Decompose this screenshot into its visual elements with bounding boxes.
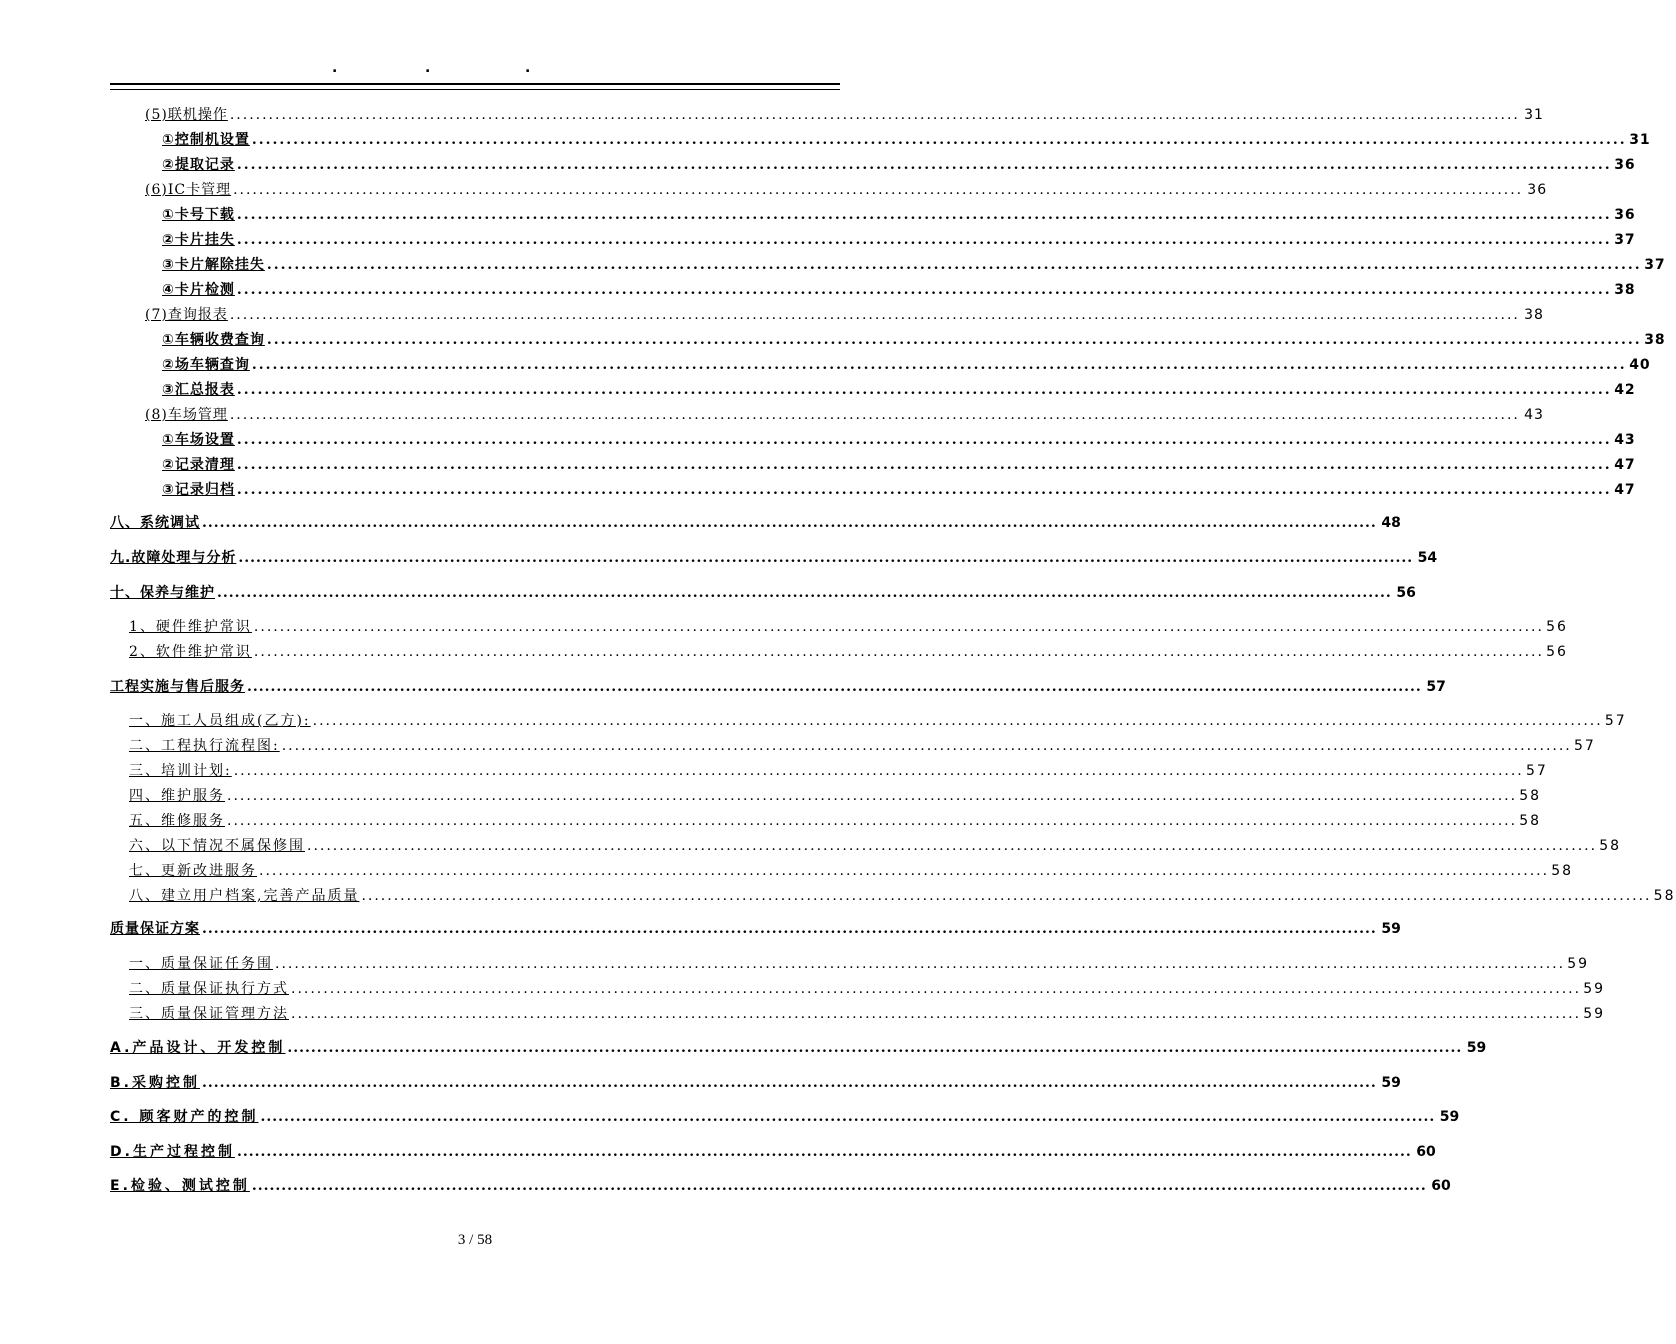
toc-dot-leader: ........................................................................................................................................................................................................ (238, 550, 1414, 566)
toc-dot-leader: ........................................................................................................................................................................................................ (229, 307, 1520, 323)
toc-entry[interactable] (110, 279, 1636, 299)
toc-entry-page: 59 (1381, 921, 1401, 937)
toc-entry-title[interactable]: 十、保养与维护 (110, 585, 215, 601)
toc-entry-title[interactable]: D.生产过程控制 (110, 1144, 235, 1160)
header-mark: . (525, 60, 531, 76)
toc-entry[interactable] (110, 835, 1622, 855)
toc-entry[interactable] (110, 810, 1542, 830)
toc-entry-page: 59 (1583, 981, 1606, 997)
toc-dot-leader: ........................................................................................................................................................................................................ (227, 788, 1518, 804)
toc-entry[interactable] (110, 104, 1544, 124)
toc-dot-leader: ........................................................................................................................................................................................................ (236, 232, 1612, 248)
toc-dot-leader: ........................................................................................................................................................................................................ (202, 515, 1377, 531)
toc-entry-title[interactable]: 八、建立用户档案,完善产品质量 (129, 888, 360, 904)
toc-dot-leader: ........................................................................................................................................................................................................ (217, 585, 1392, 601)
header-rule-thick (110, 83, 840, 85)
toc-entry-page: 38 (1614, 282, 1636, 298)
page-number: 3 / 58 (457, 1232, 493, 1248)
toc-dot-leader: ........................................................................................................................................................................................................ (287, 1040, 1463, 1056)
toc-entry[interactable] (110, 1037, 1487, 1057)
toc-entry-page: 40 (1629, 357, 1651, 373)
toc-entry-page: 56 (1396, 585, 1416, 601)
toc-entry-page: 54 (1417, 550, 1438, 566)
toc-entry-title[interactable]: 一、质量保证任务围 (129, 956, 273, 972)
header-mark: . (425, 60, 431, 76)
toc-entry-title[interactable]: ③记录归档 (162, 482, 235, 498)
toc-entry-title[interactable]: 九.故障处理与分析 (110, 550, 237, 566)
toc-entry-title[interactable]: ①车场设置 (162, 432, 235, 448)
toc-entry-page: 42 (1614, 382, 1636, 398)
toc-entry[interactable] (110, 978, 1606, 998)
toc-entry-page: 59 (1466, 1040, 1487, 1056)
toc-entry-page: 36 (1527, 182, 1548, 198)
toc-entry-page: 58 (1519, 813, 1542, 829)
toc-entry-page: 57 (1573, 738, 1596, 754)
toc-entry-page: 60 (1416, 1144, 1436, 1160)
toc-dot-leader: ........................................................................................................................................................................................................ (229, 407, 1520, 423)
toc-entry[interactable] (110, 204, 1636, 224)
toc-dot-leader: ........................................................................................................................................................................................................ (233, 763, 1524, 779)
toc-dot-leader: ........................................................................................................................................................................................................ (236, 282, 1612, 298)
toc-entry-page: 58 (1551, 863, 1574, 879)
toc-entry[interactable] (110, 760, 1548, 780)
toc-entry-page: 59 (1567, 956, 1590, 972)
toc-entry[interactable] (110, 329, 1666, 349)
toc-entry-page: 58 (1599, 838, 1622, 854)
toc-entry-title[interactable]: 2、软件维护常识 (129, 644, 252, 660)
toc-entry-page: 31 (1629, 132, 1651, 148)
toc-entry[interactable] (110, 304, 1544, 324)
toc-entry-page: 47 (1614, 457, 1636, 473)
toc-dot-leader: ........................................................................................................................................................................................................ (236, 157, 1612, 173)
toc-entry[interactable] (110, 354, 1651, 374)
toc-dot-leader: ........................................................................................................................................................................................................ (307, 838, 1598, 854)
toc-entry[interactable] (110, 885, 1676, 905)
toc-entry-title[interactable]: ④卡片检测 (162, 282, 235, 298)
toc-entry-title[interactable]: 七、更新改进服务 (129, 863, 257, 879)
toc-dot-leader: ........................................................................................................................................................................................................ (227, 813, 1518, 829)
toc-entry-page: 60 (1431, 1178, 1451, 1194)
toc-dot-leader: ........................................................................................................................................................................................................ (251, 357, 1627, 373)
toc-entry[interactable] (110, 1072, 1401, 1092)
toc-dot-leader: ........................................................................................................................................................................................................ (251, 1178, 1427, 1194)
toc-dot-leader: ........................................................................................................................................................................................................ (266, 257, 1642, 273)
toc-entry-page: 58 (1519, 788, 1542, 804)
toc-dot-leader: ........................................................................................................................................................................................................ (236, 207, 1612, 223)
toc-entry-page: 57 (1604, 713, 1627, 729)
toc-entry-title[interactable]: ①卡号下载 (162, 207, 235, 223)
toc-dot-leader: ........................................................................................................................................................................................................ (236, 432, 1612, 448)
toc-entry[interactable] (110, 154, 1636, 174)
toc-entry-title[interactable]: 工程实施与售后服务 (110, 679, 245, 695)
toc-dot-leader: ........................................................................................................................................................................................................ (202, 921, 1377, 937)
toc-entry-page: 57 (1426, 679, 1446, 695)
toc-entry-page: 36 (1614, 207, 1636, 223)
toc-entry[interactable] (110, 676, 1446, 696)
toc-dot-leader: ........................................................................................................................................................................................................ (361, 888, 1652, 904)
toc-entry-page: 58 (1653, 888, 1676, 904)
toc-dot-leader: ........................................................................................................................................................................................................ (236, 482, 1612, 498)
toc-dot-leader: ........................................................................................................................................................................................................ (202, 1075, 1377, 1091)
toc-dot-leader: ........................................................................................................................................................................................................ (236, 1144, 1412, 1160)
toc-entry[interactable] (110, 616, 1568, 636)
toc-dot-leader: ........................................................................................................................................................................................................ (236, 457, 1612, 473)
toc-entry-page: 47 (1614, 482, 1636, 498)
toc-entry-title[interactable]: 四、维护服务 (129, 788, 225, 804)
toc-entry-title[interactable]: (8)车场管理 (145, 407, 228, 423)
header-mark: . (332, 60, 338, 76)
toc-entry-title[interactable]: A.产品设计、开发控制 (110, 1040, 286, 1056)
toc-entry[interactable] (110, 860, 1574, 880)
toc-entry-title[interactable]: (5)联机操作 (145, 107, 228, 123)
toc-entry[interactable] (110, 379, 1636, 399)
toc-dot-leader: ........................................................................................................................................................................................................ (229, 107, 1520, 123)
toc-entry-title[interactable]: (7)查询报表 (145, 307, 228, 323)
toc-entry-title[interactable]: 质量保证方案 (110, 921, 200, 937)
toc-entry-title[interactable]: ①车辆收费查询 (162, 332, 265, 348)
toc-dot-leader: ........................................................................................................................................................................................................ (253, 619, 1544, 635)
toc-dot-leader: ........................................................................................................................................................................................................ (281, 738, 1572, 754)
toc-entry[interactable] (110, 710, 1627, 730)
toc-entry[interactable] (110, 785, 1542, 805)
toc-entry-page: 38 (1524, 307, 1544, 323)
toc-entry-title[interactable]: B.采购控制 (110, 1075, 200, 1091)
toc-entry-page: 37 (1614, 232, 1636, 248)
toc-entry-page: 48 (1381, 515, 1401, 531)
toc-entry-title[interactable]: ②卡片挂失 (162, 232, 235, 248)
toc-entry[interactable] (110, 547, 1438, 567)
toc-dot-leader: ........................................................................................................................................................................................................ (291, 1006, 1582, 1022)
toc-entry[interactable] (110, 429, 1636, 449)
toc-entry-page: 59 (1583, 1006, 1606, 1022)
toc-entry-title[interactable]: ②提取记录 (162, 157, 235, 173)
toc-dot-leader: ........................................................................................................................................................................................................ (251, 132, 1627, 148)
toc-entry[interactable] (110, 1141, 1436, 1161)
toc-entry-title[interactable]: 八、系统调试 (110, 515, 200, 531)
toc-entry-title[interactable]: (6)IC卡管理 (145, 182, 232, 198)
toc-dot-leader: ........................................................................................................................................................................................................ (260, 1109, 1436, 1125)
toc-dot-leader: ........................................................................................................................................................................................................ (233, 182, 1524, 198)
toc-entry-title[interactable]: 六、以下情况不属保修围 (129, 838, 305, 854)
header-rule-thin (110, 89, 840, 90)
toc-entry[interactable] (110, 254, 1666, 274)
toc-entry[interactable] (110, 918, 1401, 938)
toc-entry[interactable] (110, 479, 1636, 499)
toc-entry-page: 59 (1381, 1075, 1401, 1091)
toc-entry-page: 56 (1546, 619, 1568, 635)
toc-entry-title[interactable]: 一、施工人员组成(乙方): (129, 713, 311, 729)
toc-entry-title[interactable]: ①控制机设置 (162, 132, 250, 148)
toc-entry-title[interactable]: ③卡片解除挂失 (162, 257, 265, 273)
toc-dot-leader: ........................................................................................................................................................................................................ (291, 981, 1582, 997)
toc-dot-leader: ........................................................................................................................................................................................................ (259, 863, 1550, 879)
toc-entry[interactable] (110, 179, 1548, 199)
toc-dot-leader: ........................................................................................................................................................................................................ (236, 382, 1612, 398)
toc-entry[interactable] (110, 129, 1651, 149)
toc-entry-title[interactable]: E.检验、测试控制 (110, 1178, 250, 1194)
toc-entry[interactable] (110, 512, 1401, 532)
toc-entry-title[interactable]: 二、质量保证执行方式 (129, 981, 289, 997)
toc-entry-page: 56 (1546, 644, 1568, 660)
toc-entry[interactable] (110, 1106, 1460, 1126)
toc-dot-leader: ........................................................................................................................................................................................................ (247, 679, 1422, 695)
toc-entry[interactable] (110, 1175, 1451, 1195)
toc-entry-page: 57 (1525, 763, 1548, 779)
toc-entry-title[interactable]: 1、硬件维护常识 (129, 619, 252, 635)
toc-entry[interactable] (110, 229, 1636, 249)
toc-entry-title[interactable]: 三、培训计划: (129, 763, 232, 779)
toc-entry-page: 31 (1524, 107, 1544, 123)
toc-entry-page: 43 (1614, 432, 1636, 448)
toc-entry[interactable] (110, 641, 1568, 661)
toc-entry[interactable] (110, 953, 1590, 973)
toc-entry[interactable] (110, 1003, 1606, 1023)
toc-entry[interactable] (110, 582, 1416, 602)
toc-entry-title[interactable]: 三、质量保证管理方法 (129, 1006, 289, 1022)
toc-entry-title[interactable]: ②记录清理 (162, 457, 235, 473)
toc-entry-page: 38 (1644, 332, 1666, 348)
toc-entry-page: 59 (1439, 1109, 1460, 1125)
toc-entry-page: 37 (1644, 257, 1666, 273)
toc-entry-page: 36 (1614, 157, 1636, 173)
toc-dot-leader: ........................................................................................................................................................................................................ (266, 332, 1642, 348)
toc-entry[interactable] (110, 404, 1544, 424)
toc-entry-title[interactable]: 二、工程执行流程图: (129, 738, 280, 754)
toc-dot-leader: ........................................................................................................................................................................................................ (253, 644, 1544, 660)
toc-entry-title[interactable]: 五、维修服务 (129, 813, 225, 829)
toc-entry[interactable] (110, 735, 1596, 755)
toc-entry-title[interactable]: ②场车辆查询 (162, 357, 250, 373)
toc-dot-leader: ........................................................................................................................................................................................................ (312, 713, 1603, 729)
toc-entry-title[interactable]: C. 顾客财产的控制 (110, 1109, 259, 1125)
toc-dot-leader: ........................................................................................................................................................................................................ (275, 956, 1566, 972)
header-marks (110, 60, 840, 74)
toc-entry-page: 43 (1524, 407, 1544, 423)
toc-entry[interactable] (110, 454, 1636, 474)
toc-entry-title[interactable]: ③汇总报表 (162, 382, 235, 398)
